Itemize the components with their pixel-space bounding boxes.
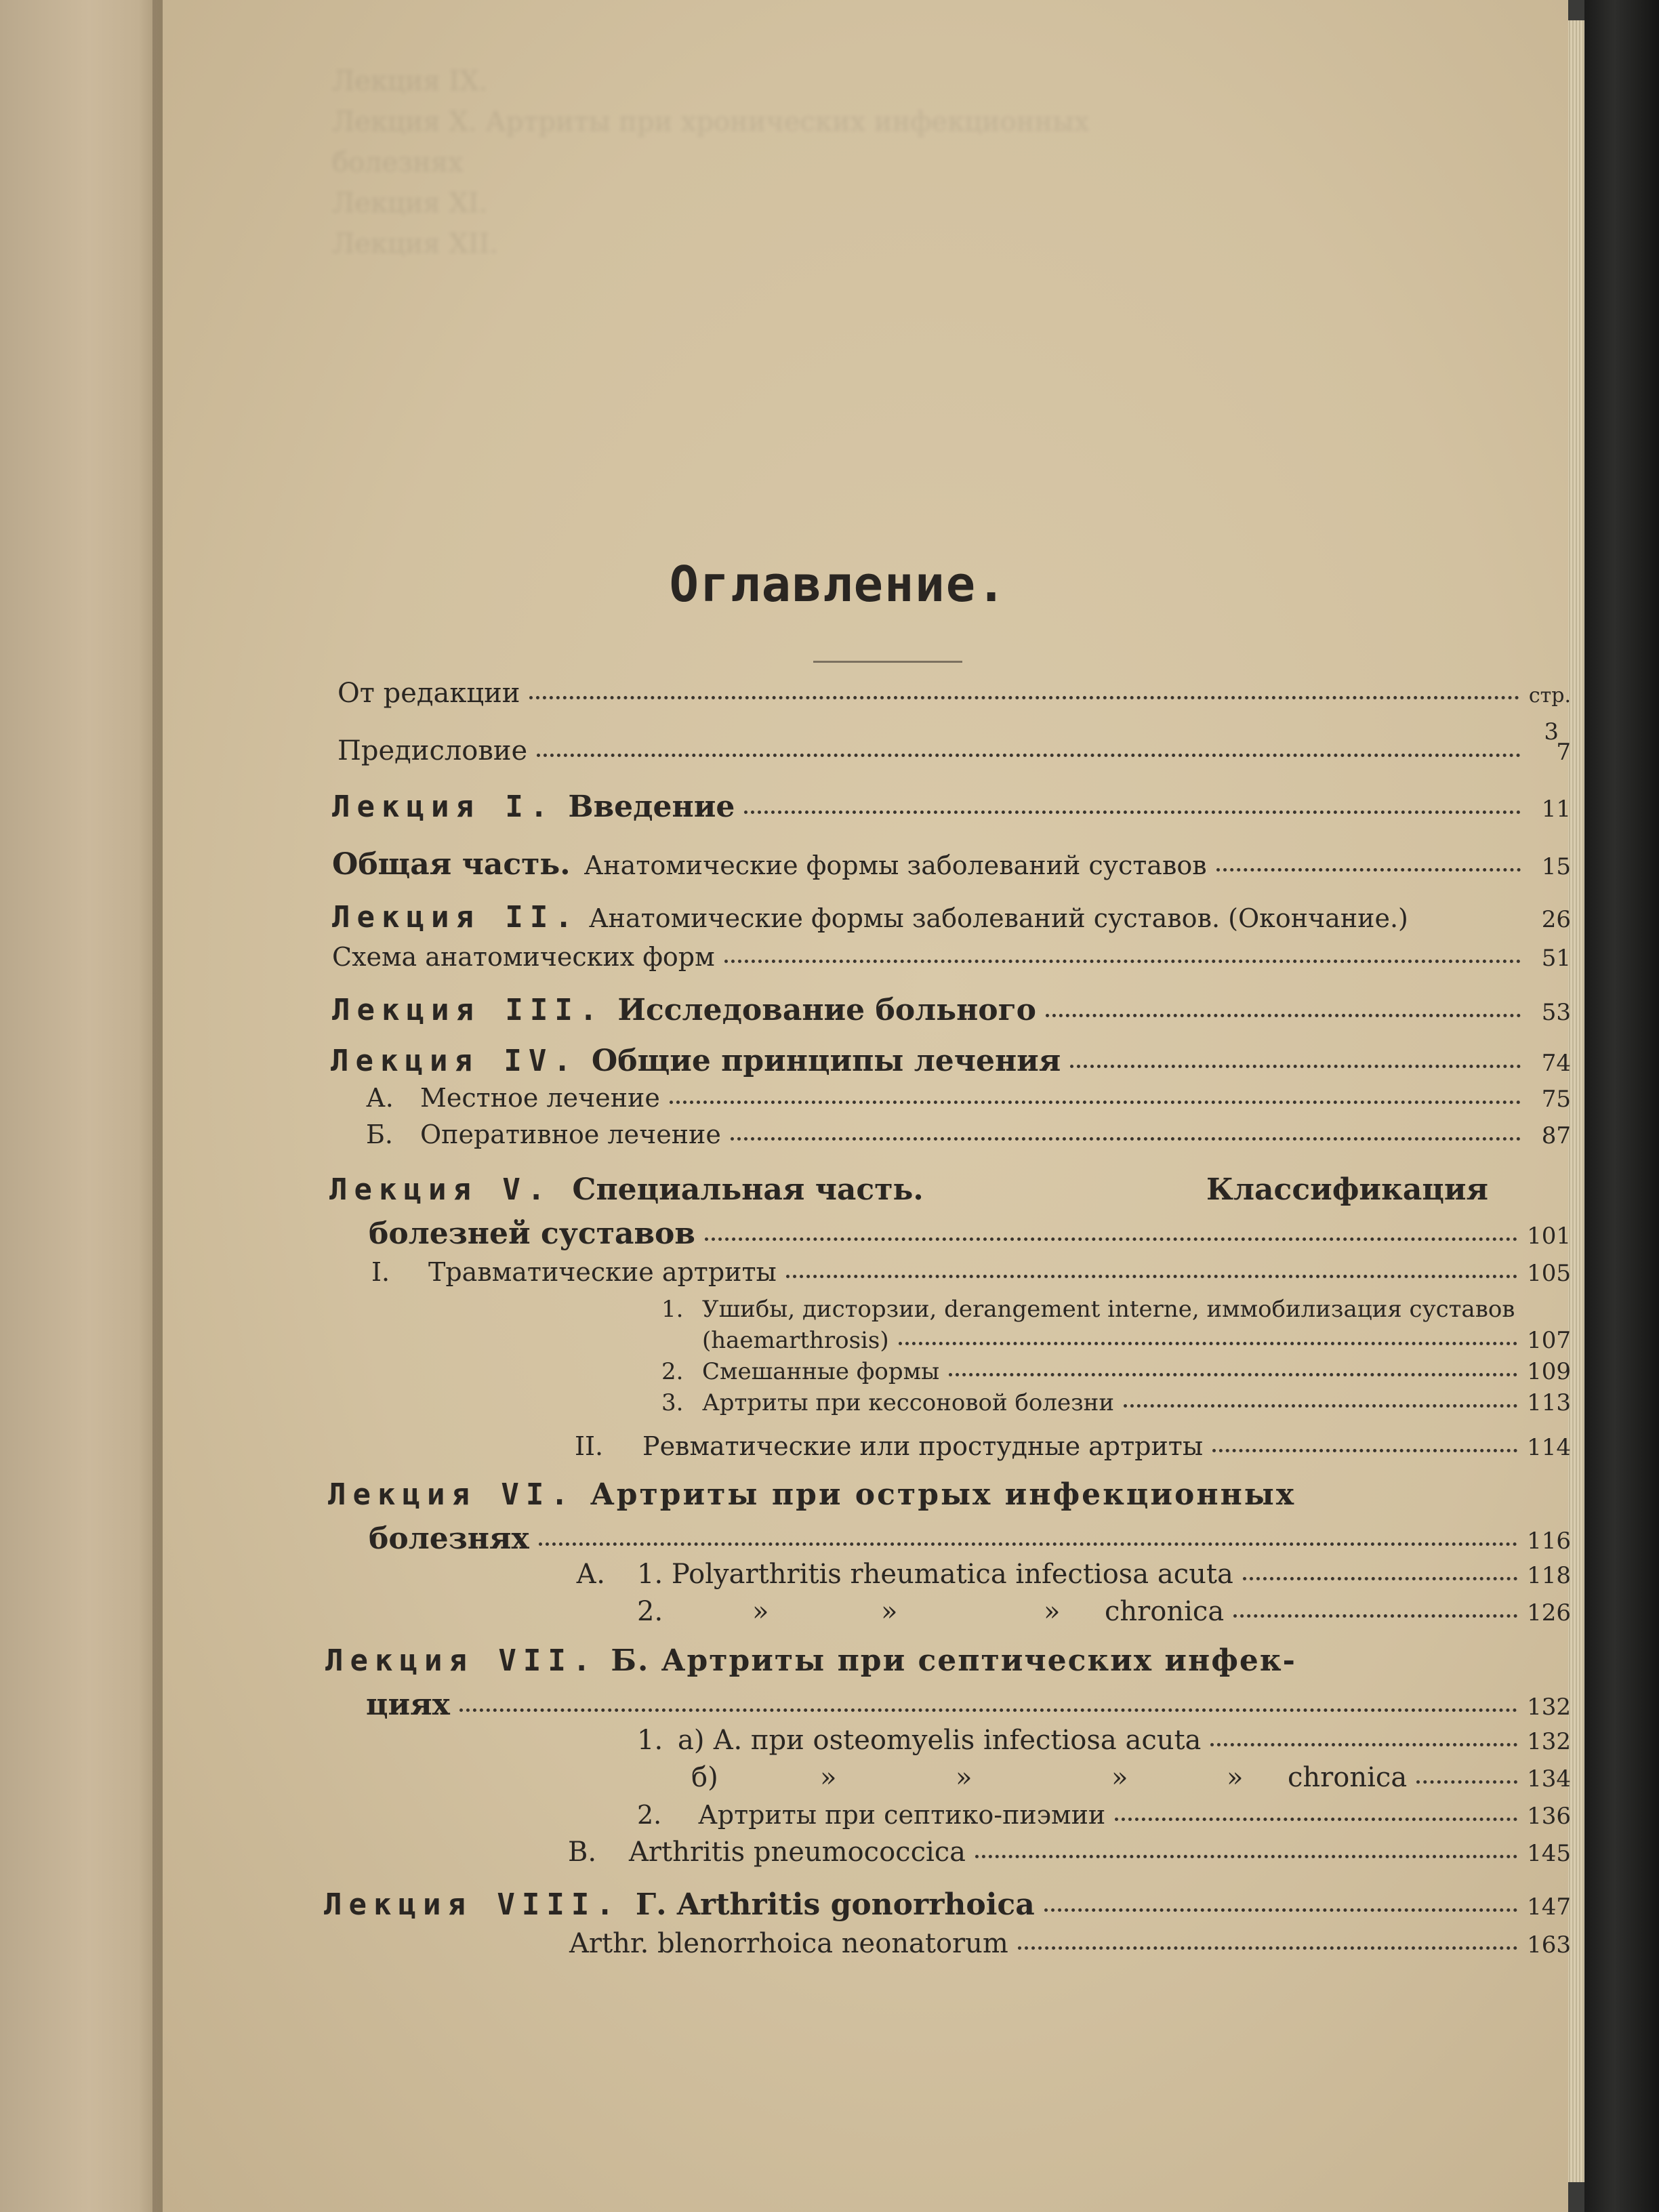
leader-dots xyxy=(529,696,1519,699)
toc-entry xyxy=(366,1687,1571,1722)
toc-entry xyxy=(576,1559,1571,1590)
book-binding xyxy=(1584,0,1659,2212)
entry-page: 134 xyxy=(1527,1765,1571,1793)
leader-dots xyxy=(949,1373,1517,1376)
toc-entry xyxy=(661,1389,1571,1416)
entry-label: Артриты при острых инфекционных xyxy=(590,1477,1296,1512)
leader-dots xyxy=(670,1101,1521,1104)
entry-page: 145 xyxy=(1527,1840,1571,1867)
toc-entry xyxy=(337,735,1571,766)
entry-prefix: I. xyxy=(371,1257,390,1287)
leader-dots xyxy=(1243,1577,1517,1580)
leader-dots xyxy=(1416,1780,1517,1784)
entry-label-continued: Классификация xyxy=(1206,1172,1488,1207)
entry-label: Arthritis pneumococcica xyxy=(629,1837,966,1868)
toc-entry xyxy=(332,900,1571,935)
entry-label: а) А. при osteomyelis infectiosa acuta xyxy=(678,1725,1202,1756)
entry-label: Анатомические формы заболеваний суставов xyxy=(583,851,1207,880)
toc-entry xyxy=(637,1596,1571,1627)
entry-label: Предисловие xyxy=(337,735,528,766)
entry-page: 136 xyxy=(1527,1803,1571,1830)
entry-prefix: Б. xyxy=(366,1120,394,1149)
entry-label: Смешанные формы xyxy=(702,1358,940,1385)
entry-prefix: 2. xyxy=(637,1596,663,1627)
toc-entry xyxy=(332,942,1571,972)
toc-entry xyxy=(661,1358,1571,1385)
page-column-header: стр. xyxy=(1528,684,1571,708)
leader-dots xyxy=(786,1275,1517,1278)
entry-label: Введение xyxy=(568,790,735,824)
lecture-number: Лекция VII. xyxy=(325,1643,598,1678)
entry-prefix: 2. xyxy=(637,1800,662,1830)
toc-entry xyxy=(337,678,1571,709)
entry-page: 105 xyxy=(1527,1260,1571,1287)
entry-label: циях xyxy=(366,1687,450,1722)
toc-entry xyxy=(324,1887,1571,1922)
entry-page: 107 xyxy=(1527,1327,1571,1354)
entry-label: Arthr. blenorrhoica neonatorum xyxy=(569,1928,1008,1959)
leader-dots xyxy=(1233,1614,1517,1618)
entry-page: 3 xyxy=(1544,718,1559,745)
toc-entry xyxy=(637,1800,1571,1830)
entry-page: 118 xyxy=(1527,1562,1571,1589)
entry-label: chronica xyxy=(1105,1596,1225,1627)
leader-dots xyxy=(899,1342,1517,1345)
entry-page: 126 xyxy=(1527,1599,1571,1626)
ditto-mark: » xyxy=(1111,1762,1128,1793)
entry-label: Артриты при кессоновой болезни xyxy=(702,1389,1114,1416)
entry-prefix: А. xyxy=(576,1559,606,1590)
toc-entry xyxy=(366,1083,1571,1113)
entry-prefix: 1. xyxy=(637,1725,663,1756)
toc-entry xyxy=(691,1762,1571,1793)
leader-dots xyxy=(537,754,1521,757)
page-title-text: Оглавление. xyxy=(669,556,1008,613)
leader-dots xyxy=(539,1542,1517,1546)
leader-dots xyxy=(744,811,1521,814)
bleed-line: Лекция XI. xyxy=(332,188,488,219)
entry-page: 109 xyxy=(1527,1358,1571,1385)
lecture-number: Лекция VI. xyxy=(328,1477,575,1512)
toc-entry xyxy=(331,1044,1571,1078)
ditto-mark: » xyxy=(956,1762,972,1793)
entry-label: chronica xyxy=(1288,1762,1408,1793)
entry-label: Б. Артриты при септических инфек- xyxy=(611,1643,1296,1678)
lecture-number: Лекция II. xyxy=(332,900,579,935)
entry-label: Травматические артриты xyxy=(428,1257,777,1287)
toc-entry xyxy=(661,1296,1556,1323)
toc-entry xyxy=(369,1216,1571,1251)
entry-prefix: б) xyxy=(691,1762,718,1793)
toc-entry xyxy=(371,1257,1571,1287)
leader-dots xyxy=(1018,1946,1517,1950)
toc-entry xyxy=(569,1928,1571,1959)
leader-dots xyxy=(459,1708,1517,1712)
entry-prefix: 2. xyxy=(661,1358,684,1385)
entry-page: 53 xyxy=(1541,999,1571,1026)
entry-page: 132 xyxy=(1527,1728,1571,1755)
entry-page: 75 xyxy=(1541,1086,1571,1113)
leader-dots xyxy=(731,1137,1521,1141)
entry-prefix: 3. xyxy=(661,1389,684,1416)
leader-dots xyxy=(1070,1065,1521,1068)
toc-list xyxy=(163,0,1571,2212)
bleed-line: болезнях xyxy=(332,147,464,178)
entry-label: Артриты при септико-пиэмии xyxy=(698,1800,1106,1830)
leader-dots xyxy=(705,1237,1517,1241)
lecture-number: Лекция IV. xyxy=(331,1044,578,1078)
entry-label: 1. Polyarthritis rheumatica infectiosa acuta xyxy=(637,1559,1233,1590)
leader-dots xyxy=(1212,1449,1517,1452)
ditto-mark: » xyxy=(752,1596,769,1627)
leader-dots xyxy=(975,1855,1517,1858)
lecture-number: Лекция VIII. xyxy=(324,1887,621,1922)
entry-page: 147 xyxy=(1527,1893,1571,1921)
toc-entry xyxy=(325,1643,1498,1678)
entry-label: болезнях xyxy=(369,1521,529,1556)
lecture-number: Лекция V. xyxy=(329,1172,552,1207)
toc-entry xyxy=(329,1172,1488,1207)
bleed-line: Лекция X. Артриты при хронических инфекционных xyxy=(332,106,1090,138)
entry-label: Оперативное лечение xyxy=(420,1120,721,1149)
entry-page: 11 xyxy=(1541,796,1571,823)
toc-entry xyxy=(575,1431,1571,1461)
toc-entry xyxy=(366,1120,1571,1149)
toc-entry xyxy=(332,847,1571,882)
entry-page: 163 xyxy=(1527,1931,1571,1959)
entry-page: 74 xyxy=(1541,1050,1571,1077)
entry-label: Схема анатомических форм xyxy=(332,942,715,972)
entry-page: 116 xyxy=(1527,1528,1571,1555)
entry-label: Ревматические или простудные артриты xyxy=(642,1431,1204,1461)
entry-page: 114 xyxy=(1527,1434,1571,1461)
leader-dots xyxy=(1044,1908,1517,1912)
entry-page: 7 xyxy=(1556,739,1571,766)
leader-dots xyxy=(1046,1014,1521,1017)
entry-page: 132 xyxy=(1527,1694,1571,1721)
entry-page: 87 xyxy=(1541,1122,1571,1149)
toc-entry xyxy=(369,1521,1571,1556)
entry-prefix: 1. xyxy=(661,1296,684,1323)
leader-dots xyxy=(1210,1743,1517,1746)
ditto-mark: » xyxy=(820,1762,837,1793)
toc-entry xyxy=(637,1725,1571,1756)
ditto-mark: » xyxy=(881,1596,898,1627)
entry-label: Анатомические формы заболеваний суставов. (Окончание.) xyxy=(588,903,1408,933)
entry-page: 15 xyxy=(1541,853,1571,880)
ditto-mark: » xyxy=(1044,1596,1061,1627)
leader-dots xyxy=(1216,868,1521,872)
toc-entry xyxy=(702,1327,1571,1354)
entry-page: 51 xyxy=(1541,945,1571,972)
entry-page: 101 xyxy=(1527,1223,1571,1250)
left-facing-page xyxy=(0,0,163,2212)
entry-prefix: А. xyxy=(366,1083,394,1113)
entry-label: Местное лечение xyxy=(420,1083,660,1113)
entry-page: 26 xyxy=(1541,906,1571,933)
leader-dots xyxy=(724,960,1521,963)
entry-label: болезней суставов xyxy=(369,1216,695,1251)
toc-entry xyxy=(332,993,1571,1027)
entry-label: Ушибы, дисторзии, derangement interne, иммобилизация суставов xyxy=(702,1296,1515,1323)
bleed-line: Лекция XII. xyxy=(332,228,499,260)
entry-label: От редакции xyxy=(337,678,520,709)
entry-page: 113 xyxy=(1527,1389,1571,1416)
entry-label: Специальная часть. xyxy=(572,1172,924,1207)
toc-entry xyxy=(332,790,1571,824)
section-heading: Общая часть. xyxy=(332,847,571,882)
leader-dots xyxy=(1124,1404,1517,1408)
bleed-line: Лекция IX. xyxy=(332,66,488,97)
entry-prefix: II. xyxy=(575,1431,604,1461)
entry-label: Общие принципы лечения xyxy=(591,1044,1061,1078)
toc-entry xyxy=(568,1837,1571,1868)
toc-page xyxy=(163,0,1571,2212)
entry-label: (haemarthrosis) xyxy=(702,1327,889,1354)
lecture-number: Лекция III. xyxy=(332,993,605,1027)
entry-label: Исследование больного xyxy=(617,993,1036,1027)
ditto-mark: » xyxy=(1227,1762,1244,1793)
entry-label: Г. Arthritis gonorrhoica xyxy=(635,1887,1035,1922)
toc-entry xyxy=(328,1477,1494,1512)
entry-prefix: В. xyxy=(568,1837,597,1868)
leader-dots xyxy=(1115,1818,1517,1821)
lecture-number: Лекция I. xyxy=(332,790,555,824)
